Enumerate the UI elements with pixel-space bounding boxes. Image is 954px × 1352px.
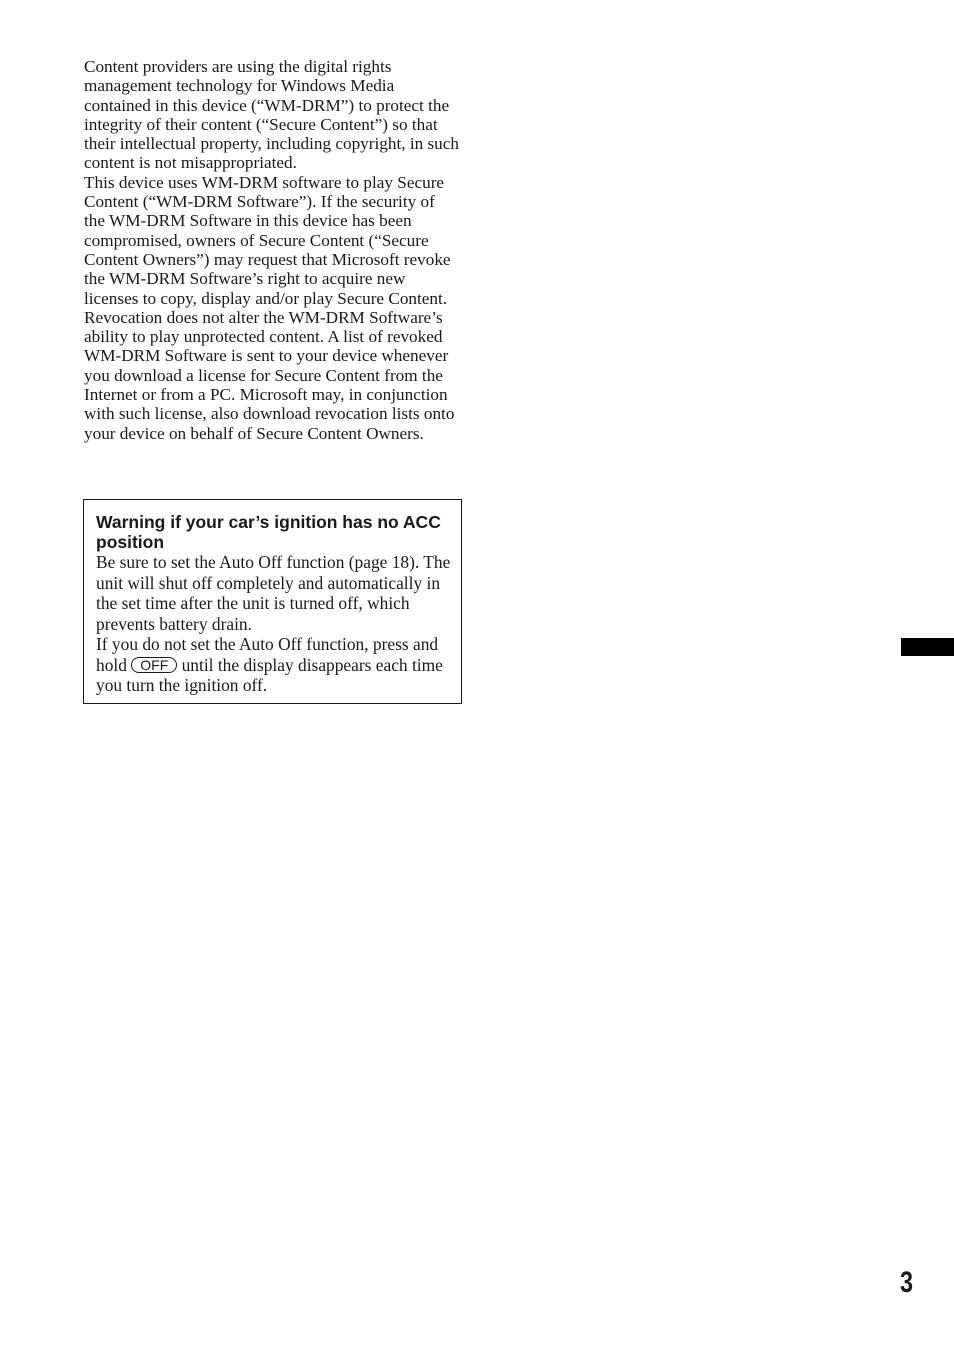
- warning-paragraph-auto-off: Be sure to set the Auto Off function (page 18). The unit will shut off completely and automatically in the set time after the unit is turned off, which prevents battery drain.: [96, 552, 451, 634]
- section-tab-marker: [901, 638, 954, 656]
- intro-paragraph-wm-drm: Content providers are using the digital rights management technology for Windows Media contained in this device (“WM-DRM”) to protect the integrity of their content (“Secure Content”) so that their intellectual property, including copyright, in such content is not misappropriated.: [84, 57, 460, 173]
- warning-title: Warning if your car’s ignition has no ACC position: [96, 512, 441, 552]
- intro-paragraph-revocation: This device uses WM-DRM software to play Secure Content (“WM-DRM Software”). If the security of the WM-DRM Software in this device has been compromised, owners of Secure Content (“Secure Content Owners”) may request that Microsoft revoke the WM-DRM Software’s right to acquire new licenses to copy, display and/or play Secure Content. Revocation does not alter the WM-DRM Software’s ability to play unprotected content. A list of revoked WM-DRM Software is sent to your device whenever you download a license for Secure Content from the Internet or from a PC. Microsoft may, in conjunction with such license, also download revocation lists onto your device on behalf of Secure Content Owners.: [84, 172, 455, 443]
- warning-paragraph-press-off: [96, 634, 455, 696]
- warning-body: [96, 552, 455, 696]
- off-key-label: OFF: [131, 657, 177, 673]
- page-number: 3: [900, 1266, 914, 1299]
- intro-text: [84, 57, 460, 443]
- warning-box: [83, 499, 462, 704]
- warning-text-before-key: If you do not set the Auto Off function, press and hold: [96, 634, 439, 675]
- warning-text-after-key: until the display disappears each time you turn the ignition off.: [96, 654, 443, 695]
